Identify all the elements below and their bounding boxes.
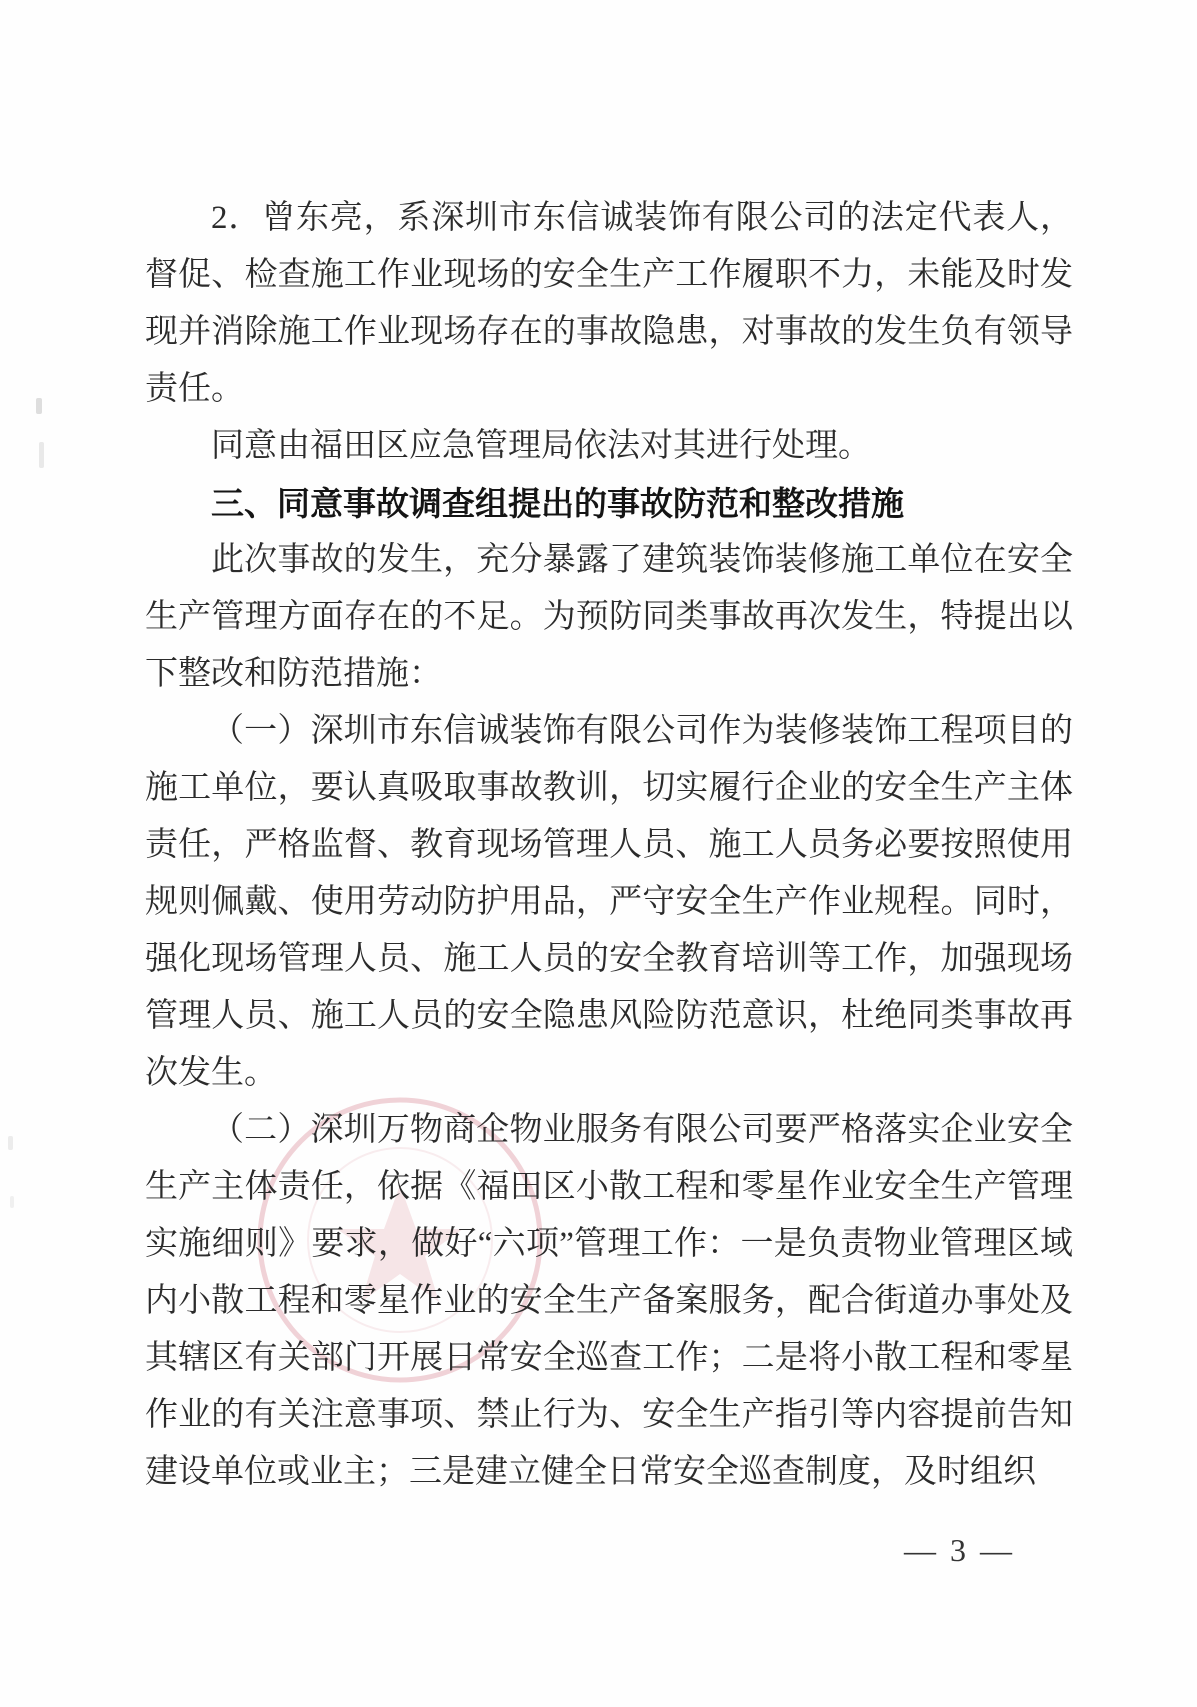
page-number: — 3 — [904, 1532, 1015, 1568]
paragraph: 同意由福田区应急管理局依法对其进行处理。 [211, 428, 871, 464]
paragraph: （二）深圳万物商企物业服务有限公司要严格落实企业安全生产主体责任，依据《福田区小散工程和零星作业安全生产管理实施细则》要求，做好“六项”管理工作：一是负责物业管理区域内小散工程和零星作业的安全生产备案服务，配合街道办事处及其辖区有关部门开展日常安全巡查工作；二是将小散工程和零星作业的有关注意事项、禁止行为、安全生产指引等内容提前告知建设单位或业主；三是建立健全日常安全巡查制度，及时组织 [145, 1112, 1073, 1490]
paragraph: 此次事故的发生，充分暴露了建筑装饰装修施工单位在安全生产管理方面存在的不足。为预防同类事故再次发生，特提出以下整改和防范措施： [145, 542, 1073, 692]
scan-artifact [36, 398, 42, 414]
document-body [145, 190, 1073, 1501]
paragraph: （一）深圳市东信诚装饰有限公司作为装修装饰工程项目的施工单位，要认真吸取事故教训，切实履行企业的安全生产主体责任，严格监督、教育现场管理人员、施工人员务必要按照使用规则佩戴、使用劳动防护用品，严守安全生产作业规程。同时，强化现场管理人员、施工人员的安全教育培训等工作，加强现场管理人员、施工人员的安全隐患风险防范意识，杜绝同类事故再次发生。 [145, 713, 1073, 1091]
scan-artifact [8, 1136, 13, 1150]
scan-artifact [10, 1196, 14, 1208]
paragraph: 2．曾东亮，系深圳市东信诚装饰有限公司的法定代表人，督促、检查施工作业现场的安全生产工作履职不力，未能及时发现并消除施工作业现场存在的事故隐患，对事故的发生负有领导责任。 [145, 200, 1073, 407]
scan-artifact [39, 442, 44, 468]
section-heading: 三、同意事故调查组提出的事故防范和整改措施 [211, 485, 904, 522]
